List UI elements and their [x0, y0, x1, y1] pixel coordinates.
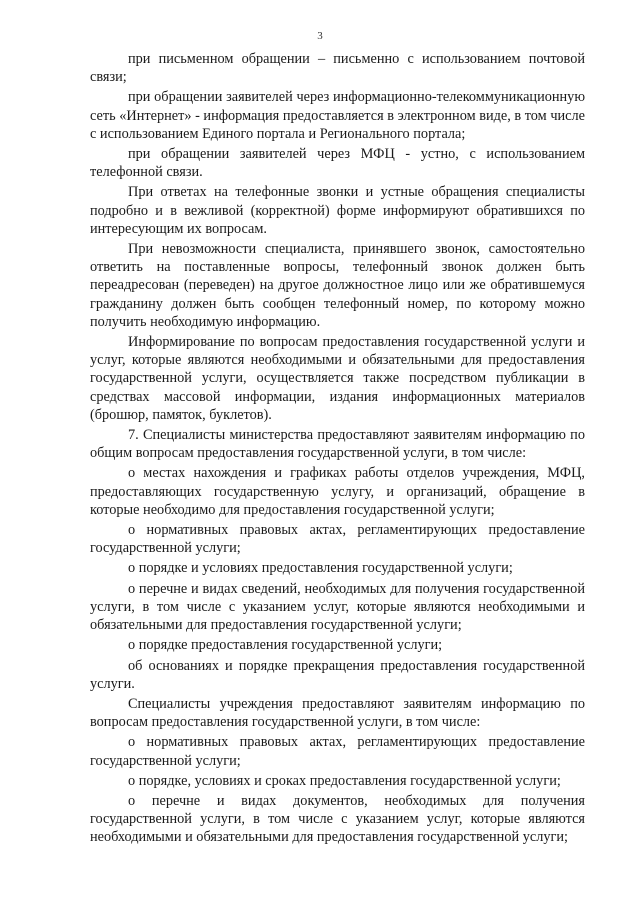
list-item-required-info: о перечне и видах сведений, необходимых для получения государственной услуги, в том числе с указанием услуг, которые являются необходимыми и обязательными для предоставления государственной услуги;: [90, 580, 585, 634]
paragraph-media-informing: Информирование по вопросам предоставления государственной услуги и услуг, которые являются необходимыми и обязательными для предоставления государственной услуги, осуществляется также посредством публикации в средствах массовой информации, издания информационных материалов (брошюр, памяток, буклетов).: [90, 334, 585, 423]
paragraph-mfc-request: при обращении заявителей через МФЦ - устно, с использованием телефонной связи.: [90, 146, 585, 181]
list-item-procedure-conditions: о порядке и условиях предоставления государственной услуги;: [128, 560, 513, 577]
paragraph-internet-request: при обращении заявителей через информационно-телекоммуникационную сеть «Интернет» - информация предоставляется в электронном виде, в том числе с использованием Единого портала и Регионального портала;: [90, 89, 585, 142]
page-number: 3: [317, 30, 323, 42]
document-body: [90, 50, 585, 847]
paragraph-phone-answers: При ответах на телефонные звонки и устные обращения специалисты подробно и в вежливой (корректной) форме информируют обратившихся по интересующим их вопросам.: [90, 184, 585, 237]
list-item-required-documents: о перечне и видах документов, необходимых для получения государственной услуги, в том числе с указанием услуг, которые являются необходимыми и обязательными для предоставления государственной услуги;: [90, 792, 585, 846]
list-item-locations: о местах нахождения и графиках работы отделов учреждения, МФЦ, предоставляющих государственную услугу, и организаций, обращение в которые необходимо для предоставления государственной услуги;: [90, 465, 585, 518]
list-item-termination: об основаниях и порядке прекращения предоставления государственной услуги.: [90, 657, 585, 692]
list-item-terms: о порядке, условиях и сроках предоставления государственной услуги;: [128, 772, 561, 789]
list-item-legal-acts-2: о нормативных правовых актах, регламентирующих предоставление государственной услуги;: [90, 734, 585, 769]
paragraph-written-request: при письменном обращении – письменно с использованием почтовой связи;: [90, 51, 585, 86]
list-item-legal-acts: о нормативных правовых актах, регламентирующих предоставление государственной услуги;: [90, 522, 585, 557]
paragraph-institution-specialists: Специалисты учреждения предоставляют заявителям информацию по вопросам предоставления государственной услуги, в том числе:: [90, 695, 585, 731]
paragraph-section-7: 7. Специалисты министерства предоставляют заявителям информацию по общим вопросам предоставления государственной услуги, в том числе:: [90, 427, 585, 462]
paragraph-call-redirect: При невозможности специалиста, принявшего звонок, самостоятельно ответить на поставленные вопросы, телефонный звонок должен быть переадресован (переведен) на другое должностное лицо или же обратившемуся гражданину должен быть сообщен телефонный номер, по которому можно получить необходимую информацию.: [90, 241, 585, 330]
list-item-procedure: о порядке предоставления государственной услуги;: [128, 637, 443, 654]
